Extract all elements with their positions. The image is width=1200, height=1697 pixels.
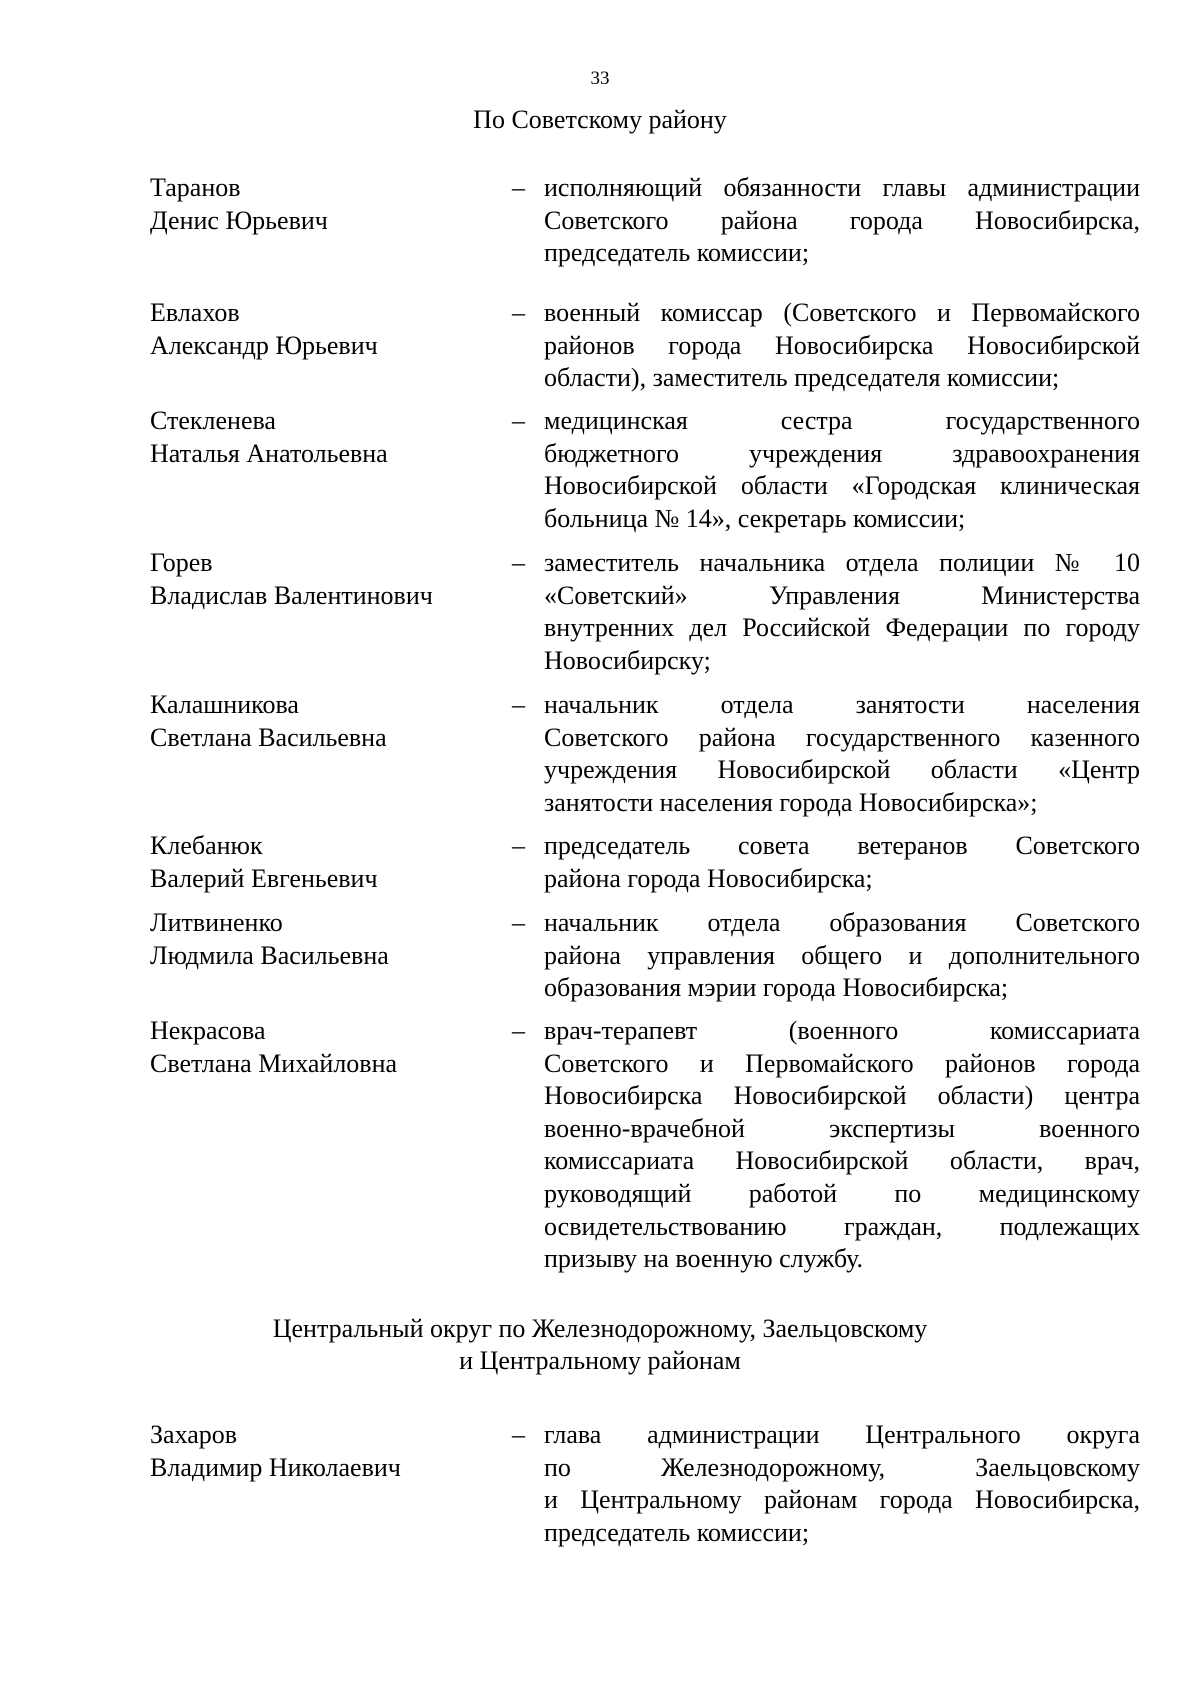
section-title-line: и Центральному районам [459,1346,741,1375]
position-line: Новосибирской области «Городская клиническая [544,471,1140,501]
member-name [150,689,490,754]
position-line: области), заместитель председателя комиссии; [544,363,1060,393]
position-line: медицинская сестра государственного [544,406,1140,435]
member-name [150,547,490,612]
member-surname: Стекленева [150,406,276,435]
position-line: исполняющий обязанности главы администрации [544,173,1140,202]
position-line: и Центральному районам города Новосибирска, [544,1485,1140,1515]
member-position [544,830,1140,895]
position-line: председатель комиссии; [544,1517,810,1547]
dash-separator: – [512,1016,525,1045]
position-line: «Советский» Управления Министерства [544,580,1140,610]
member-surname: Захаров [150,1420,238,1449]
position-line: района управления общего и дополнительного [544,940,1140,970]
position-line: врач-терапевт (военного комиссариата [544,1016,1140,1045]
position-line: районов города Новосибирска Новосибирской [544,330,1140,360]
position-line: призыву на военную службу. [544,1244,864,1274]
position-line: района города Новосибирска; [544,863,873,893]
page-number: 33 [590,68,610,89]
section-title-central [0,1313,1200,1377]
dash-separator: – [512,298,525,327]
dash-separator: – [512,1420,525,1449]
position-line: внутренних дел Российской Федерации по городу [544,613,1140,643]
member-surname: Евлахов [150,298,240,327]
position-line: Советского района города Новосибирска, [544,205,1140,235]
member-given-name: Денис Юрьевич [150,205,328,235]
member-position [544,1419,1140,1549]
dash-separator: – [512,406,525,435]
position-line: комиссариата Новосибирской области, врач, [544,1146,1140,1176]
position-line: военно-врачебной экспертизы военного [544,1113,1140,1143]
dash-separator: – [512,831,525,860]
position-line: начальник отдела занятости населения [544,690,1140,719]
position-line: по Железнодорожному, Заельцовскому [544,1452,1140,1482]
member-position [544,547,1140,677]
position-line: освидетельствованию граждан, подлежащих [544,1211,1140,1241]
member-name [150,297,490,362]
dash-separator: – [512,690,525,719]
member-given-name: Владимир Николаевич [150,1452,401,1482]
member-position [544,172,1140,270]
position-line: руководящий работой по медицинскому [544,1178,1140,1208]
member-surname: Клебанюк [150,831,263,860]
member-name [150,172,490,237]
position-line: глава администрации Центрального округа [544,1420,1140,1449]
position-line: бюджетного учреждения здравоохранения [544,438,1140,468]
member-given-name: Светлана Михайловна [150,1048,398,1078]
dash-separator: – [512,548,525,577]
member-surname: Калашникова [150,690,299,719]
dash-separator: – [512,173,525,202]
member-surname: Литвиненко [150,908,283,937]
dash-separator: – [512,908,525,937]
position-line: Советского и Первомайского районов города [544,1048,1140,1078]
member-given-name: Валерий Евгеньевич [150,863,378,893]
position-line: Советского района государственного казенного [544,722,1140,752]
position-line: начальник отдела образования Советского [544,908,1140,937]
section-title-sovetsky: По Советскому району [473,105,727,134]
section-title-line: Центральный округ по Железнодорожному, Заельцовскому [272,1314,928,1343]
member-given-name: Наталья Анатольевна [150,438,388,468]
position-line: председатель совета ветеранов Советского [544,831,1140,860]
member-given-name: Людмила Васильевна [150,940,389,970]
position-line: Новосибирску; [544,645,711,675]
position-line: Новосибирска Новосибирской области) центра [544,1081,1140,1111]
member-given-name: Светлана Васильевна [150,722,387,752]
member-given-name: Владислав Валентинович [150,580,433,610]
position-line: военный комиссар (Советского и Первомайского [544,298,1140,327]
member-position [544,297,1140,395]
member-name [150,1015,490,1080]
position-line: образования мэрии города Новосибирска; [544,973,1009,1003]
position-line: заместитель начальника отдела полиции № 10 [544,548,1140,577]
member-name [150,907,490,972]
position-line: учреждения Новосибирской области «Центр [544,755,1140,785]
member-surname: Некрасова [150,1016,266,1045]
member-surname: Таранов [150,173,241,202]
member-given-name: Александр Юрьевич [150,330,378,360]
member-position [544,689,1140,819]
member-position [544,907,1140,1005]
position-line: председатель комиссии; [544,238,810,268]
member-name [150,830,490,895]
member-position [544,1015,1140,1276]
member-name [150,1419,490,1484]
position-line: больница № 14», секретарь комиссии; [544,503,966,533]
member-surname: Горев [150,548,213,577]
member-name [150,405,490,470]
position-line: занятости населения города Новосибирска»; [544,787,1038,817]
member-position [544,405,1140,535]
